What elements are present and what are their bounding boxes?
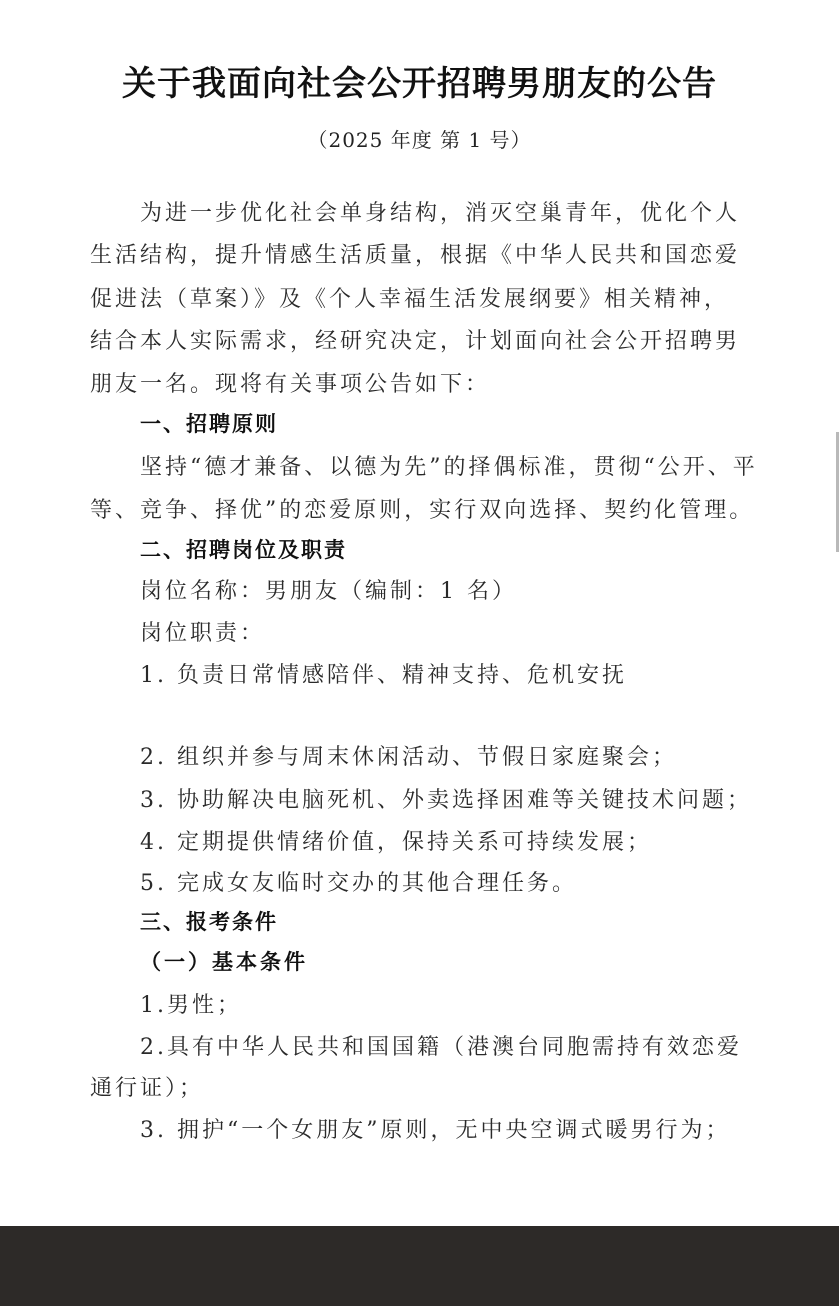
intro-line-3: 促进法（草案）》及《个人幸福生活发展纲要》相关精神， [90, 287, 730, 312]
intro-line-1: 为进一步优化社会单身结构，消灭空巢青年，优化个人 [140, 201, 741, 226]
condition-item-3: 3. 拥护“一个女朋友”原则，无中央空调式暖男行为； [140, 1118, 731, 1143]
section-heading-principles: 一、招聘原则 [140, 412, 278, 436]
document-number: （2025 年度 第 1 号） [307, 128, 532, 152]
condition-item-1: 1.男性； [140, 993, 242, 1018]
position-name: 岗位名称：男朋友（编制：1 名） [140, 579, 517, 604]
duty-item-2: 2. 组织并参与周末休闲活动、节假日家庭聚会； [140, 745, 677, 770]
condition-item-2-cont: 通行证）； [90, 1076, 205, 1101]
section-heading-position: 二、招聘岗位及职责 [140, 538, 347, 562]
duty-item-3: 3. 协助解决电脑死机、外卖选择困难等关键技术问题； [140, 788, 752, 813]
duty-item-5: 5. 完成女友临时交办的其他合理任务。 [140, 871, 577, 896]
principles-line-2: 等、竞争、择优”的恋爱原则，实行双向选择、契约化管理。 [90, 498, 755, 523]
document-title: 关于我面向社会公开招聘男朋友的公告 [122, 64, 717, 104]
intro-line-2: 生活结构，提升情感生活质量，根据《中华人民共和国恋爱 [90, 243, 741, 268]
intro-line-5: 朋友一名。现将有关事项公告如下： [90, 372, 491, 397]
principles-line-1: 坚持“德才兼备、以德为先”的择偶标准，贯彻“公开、平 [140, 455, 758, 480]
section-heading-conditions: 三、报考条件 [140, 910, 278, 934]
bottom-bar [0, 1226, 839, 1306]
duty-item-4: 4. 定期提供情绪价值，保持关系可持续发展； [140, 830, 652, 855]
duty-item-1: 1. 负责日常情感陪伴、精神支持、危机安抚 [140, 663, 627, 688]
intro-line-4: 结合本人实际需求，经研究决定，计划面向社会公开招聘男 [90, 329, 741, 354]
subsection-heading-basic: （一）基本条件 [140, 949, 308, 974]
duties-label: 岗位职责： [140, 621, 266, 646]
condition-item-2: 2.具有中华人民共和国国籍（港澳台同胞需持有效恋爱 [140, 1035, 742, 1060]
